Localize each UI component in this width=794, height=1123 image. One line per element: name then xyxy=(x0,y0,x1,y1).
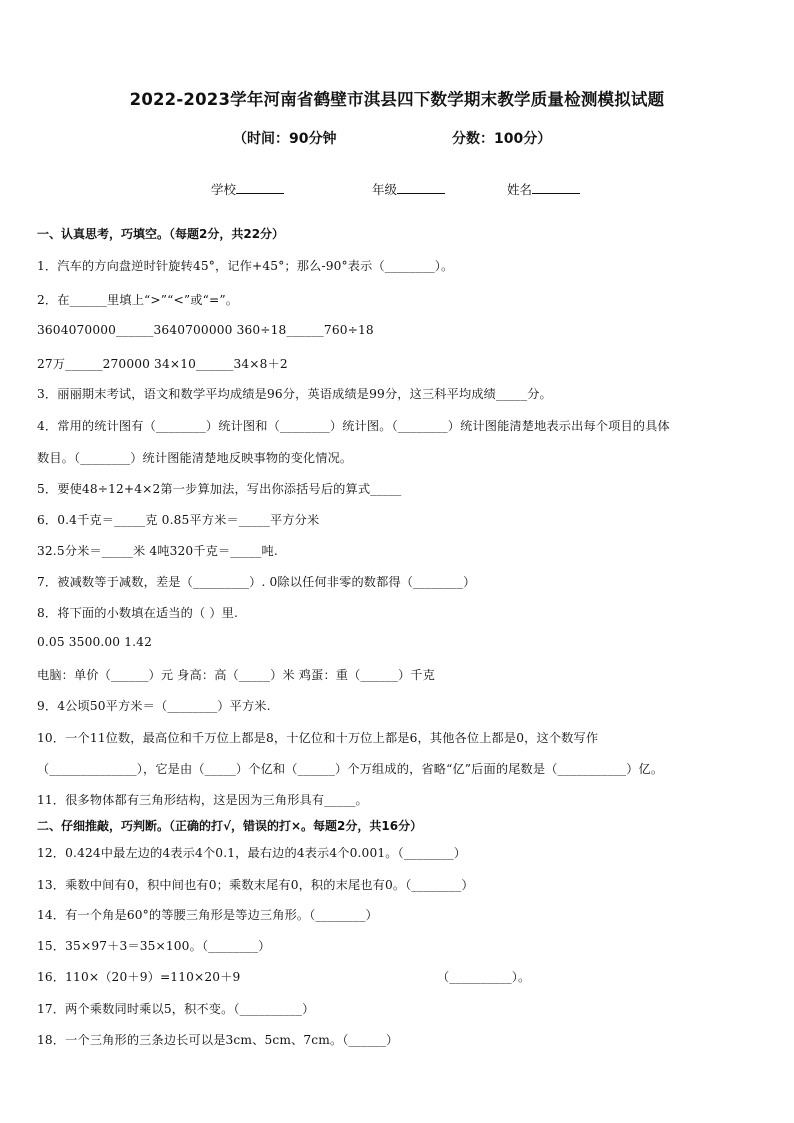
section2-heading: 二、仔细推敲，巧判断。（正确的打√，错误的打×。每题2分，共16分） xyxy=(37,819,423,833)
question-4-line1: 4．常用的统计图有（________）统计图和（________）统计图。（________）统计图能清楚地表示出每个项目的具体 xyxy=(37,419,670,433)
question-16: 16．110×（20＋9）=110×20＋9 xyxy=(37,970,241,984)
section1-heading: 一、认真思考，巧填空。（每题2分，共22分） xyxy=(37,227,285,241)
question-9: 9．4公顷50平方米＝（________）平方米. xyxy=(37,699,271,713)
question-13: 13．乘数中间有0，积中间也有0；乘数末尾有0，积的末尾也有0。（________） xyxy=(37,878,474,892)
question-15: 15．35×97＋3＝35×100。（________） xyxy=(37,939,271,953)
question-7: 7．被减数等于减数，差是（_________）. 0除以任何非零的数都得（________） xyxy=(37,575,476,589)
grade-blank xyxy=(397,181,445,194)
question-14: 14．有一个角是60°的等腰三角形是等边三角形。（________） xyxy=(37,908,378,922)
question-8: 8．将下面的小数填在适当的（ ）里. xyxy=(37,606,239,620)
grade-label: 年级 xyxy=(372,182,398,197)
school-label: 学校 xyxy=(211,182,237,197)
question-2: 2．在______里填上“>”“<”或“=”。 xyxy=(37,293,239,307)
question-16-answer: （__________）。 xyxy=(437,970,531,984)
question-12: 12．0.424中最左边的4表示4个0.1，最右边的4表示4个0.001。（________） xyxy=(37,846,467,860)
name-blank xyxy=(532,181,580,194)
exam-title: 2022-2023学年河南省鹤壁市淇县四下数学期末教学质量检测模拟试题 xyxy=(129,90,665,109)
question-8-items: 电脑：单价（______）元 身高：高（_____）米 鸡蛋：重（______）千克 xyxy=(37,668,435,682)
question-10-line2: （______________），它是由（_____）个亿和（______）个万组成的，省略“亿”后面的尾数是（___________）亿。 xyxy=(37,762,664,776)
exam-time: （时间：90分钟 xyxy=(233,131,337,147)
question-4-line2: 数目。（________）统计图能清楚地反映事物的变化情况。 xyxy=(37,451,353,465)
school-field xyxy=(211,180,284,198)
grade-field xyxy=(372,180,445,198)
question-8-decimals: 0.05 3500.00 1.42 xyxy=(37,635,152,649)
question-1: 1．汽车的方向盘逆时针旋转45°，记作+45°；那么-90°表示（________）。 xyxy=(37,259,454,273)
question-3: 3．丽丽期末考试，语文和数学平均成绩是96分，英语成绩是99分，这三科平均成绩_____分。 xyxy=(37,387,552,401)
school-blank xyxy=(236,181,284,194)
question-17: 17．两个乘数同时乘以5，积不变。（__________） xyxy=(37,1002,315,1016)
question-6-row1: 6．0.4千克＝_____克 0.85平方米＝_____平方分米 xyxy=(37,513,320,527)
name-field xyxy=(507,180,580,198)
name-label: 姓名 xyxy=(507,182,533,197)
question-2-row1: 3604070000______3640700000 360÷18______760÷18 xyxy=(37,323,374,337)
exam-score: 分数：100分） xyxy=(452,131,552,147)
question-18: 18．一个三角形的三条边长可以是3cm、5cm、7cm。（______） xyxy=(37,1033,399,1047)
question-10-line1: 10．一个11位数，最高位和千万位上都是8，十亿位和十万位上都是6，其他各位上都是0，这个数写作 xyxy=(37,731,599,745)
question-5: 5．要使48÷12+4×2第一步算加法，写出你添括号后的算式_____ xyxy=(37,482,402,496)
question-11: 11．很多物体都有三角形结构，这是因为三角形具有_____。 xyxy=(37,793,368,807)
question-2-row2: 27万______270000 34×10______34×8＋2 xyxy=(37,357,288,371)
question-6-row2: 32.5分米＝_____米 4吨320千克＝_____吨. xyxy=(37,544,278,558)
